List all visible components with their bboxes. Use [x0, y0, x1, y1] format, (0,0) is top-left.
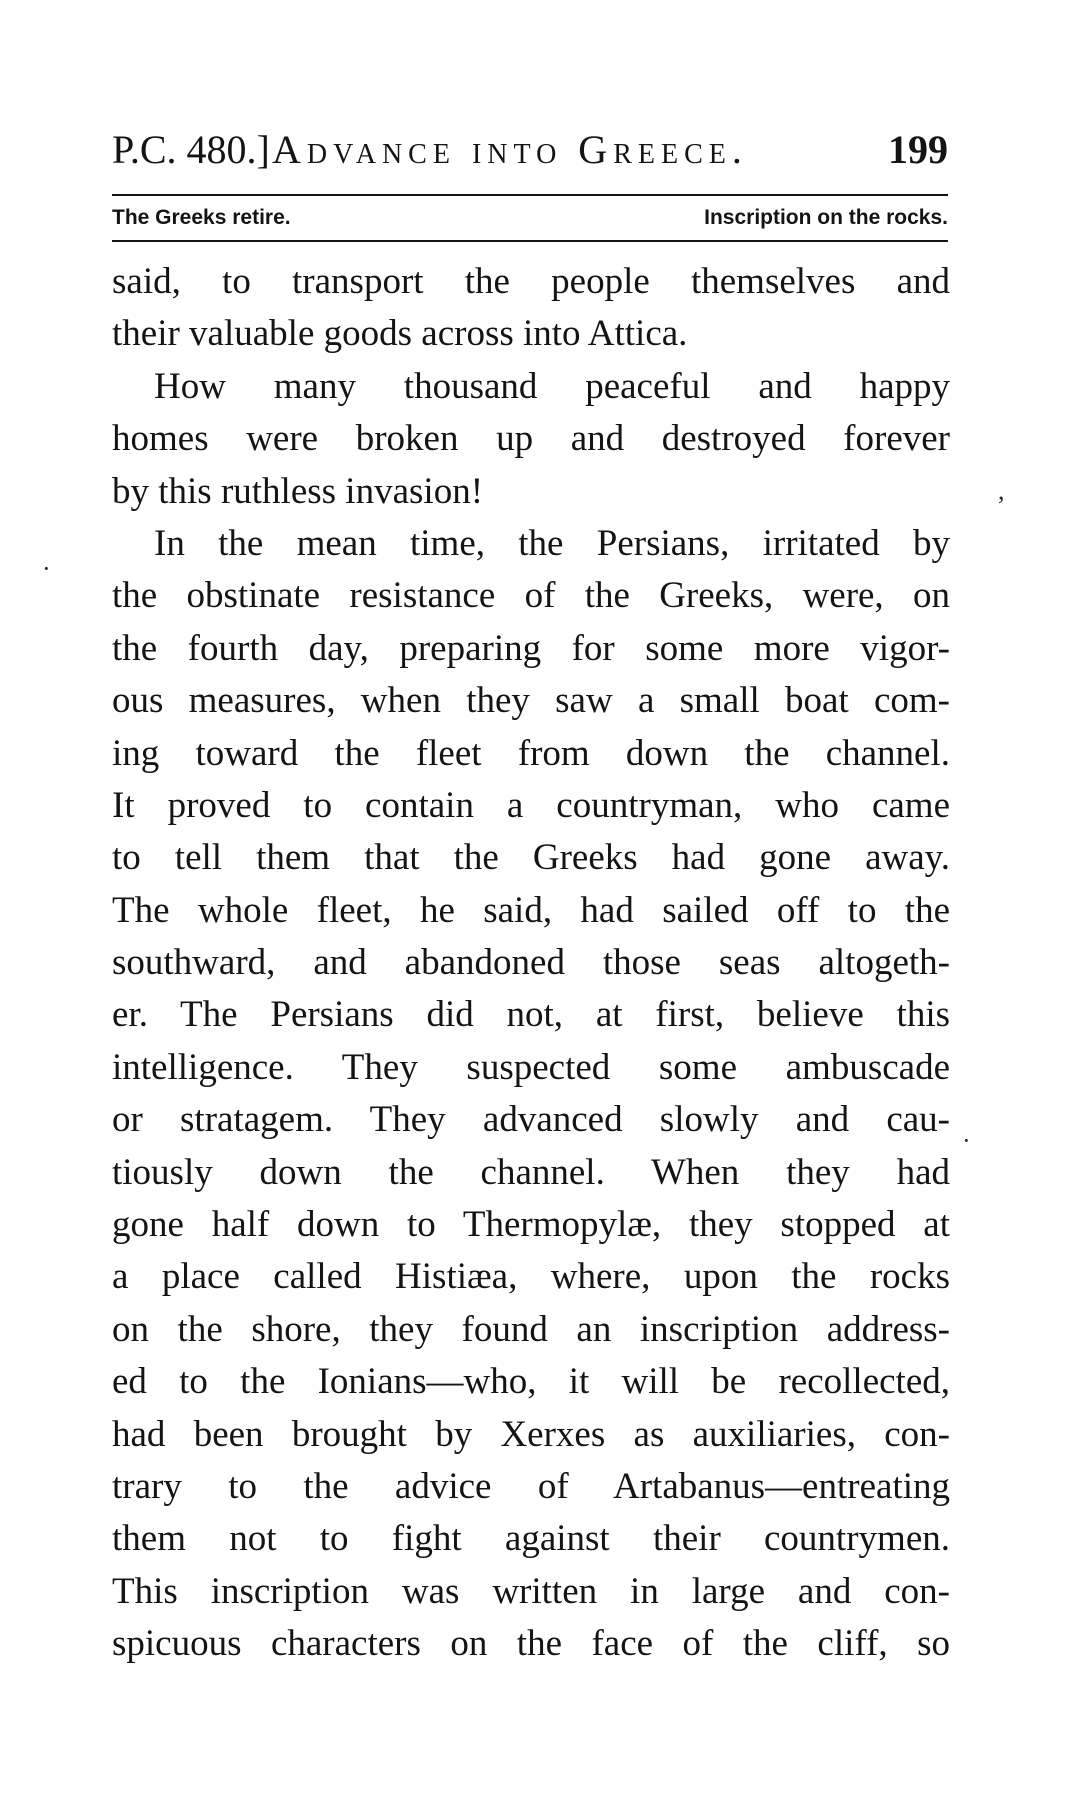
text-line: said, to transport the people themselves and — [112, 261, 950, 302]
header-date: P.C. 480.] — [112, 127, 270, 172]
page-number: 199 — [888, 127, 948, 172]
text-line: tiously down the channel. When they had — [112, 1151, 950, 1193]
text-line: the fourth day, preparing for some more vigor- — [112, 627, 950, 669]
text-line: trary to the advice of Artabanus—entreating — [112, 1465, 950, 1507]
header-rule-bottom — [112, 240, 948, 242]
text-line: them not to fight against their countrymen. — [112, 1518, 950, 1560]
stray-dot: · — [962, 1126, 971, 1155]
text-line: by this ruthless invasion! — [112, 470, 484, 512]
text-line: a place called Histiæa, where, upon the rocks — [112, 1256, 950, 1298]
text-line: In the mean time, the Persians, irritated by — [154, 522, 950, 564]
text-line: on the shore, they found an inscription address- — [112, 1308, 950, 1350]
text-line: or stratagem. They advanced slowly and cau- — [112, 1099, 950, 1141]
paragraph — [112, 361, 950, 518]
text-line: This inscription was written in large and con- — [112, 1570, 950, 1612]
stray-dot: · — [42, 554, 51, 583]
text-line: ed to the Ionians—who, it will be recollected, — [112, 1361, 950, 1403]
text-line: intelligence. They suspected some ambuscade — [112, 1046, 950, 1088]
stray-mark: , — [998, 476, 1005, 505]
body-text — [112, 256, 950, 1671]
text-line: homes were broken up and destroyed forever — [112, 418, 950, 460]
header-title: Advance into Greece. — [272, 127, 748, 172]
text-line: How many thousand peaceful and happy — [154, 365, 950, 407]
text-line: The whole fleet, he said, had sailed off to the — [112, 889, 950, 931]
paragraph — [112, 518, 950, 1671]
side-note-right: Inscription on the rocks. — [704, 206, 948, 229]
text-line: southward, and abandoned those seas altogeth- — [112, 942, 950, 984]
text-line: had been brought by Xerxes as auxiliaries, con- — [112, 1413, 950, 1455]
header-rule-top — [112, 194, 948, 196]
text-line: It proved to contain a countryman, who came — [112, 784, 950, 826]
text-line: the obstinate resistance of the Greeks, were, on — [112, 575, 950, 617]
text-line: their valuable goods across into Attica. — [112, 313, 688, 355]
paragraph — [112, 256, 950, 361]
side-note-left: The Greeks retire. — [112, 206, 291, 229]
text-line: to tell them that the Greeks had gone away. — [112, 837, 950, 879]
text-line: ing toward the fleet from down the channel. — [112, 732, 950, 774]
text-line: gone half down to Thermopylæ, they stopped at — [112, 1204, 950, 1246]
side-notes — [112, 200, 948, 236]
text-line: spicuous characters on the face of the cliff, so — [112, 1623, 950, 1665]
running-head — [112, 122, 948, 178]
text-line: er. The Persians did not, at first, believe this — [112, 994, 950, 1036]
text-line: ous measures, when they saw a small boat com- — [112, 680, 950, 722]
